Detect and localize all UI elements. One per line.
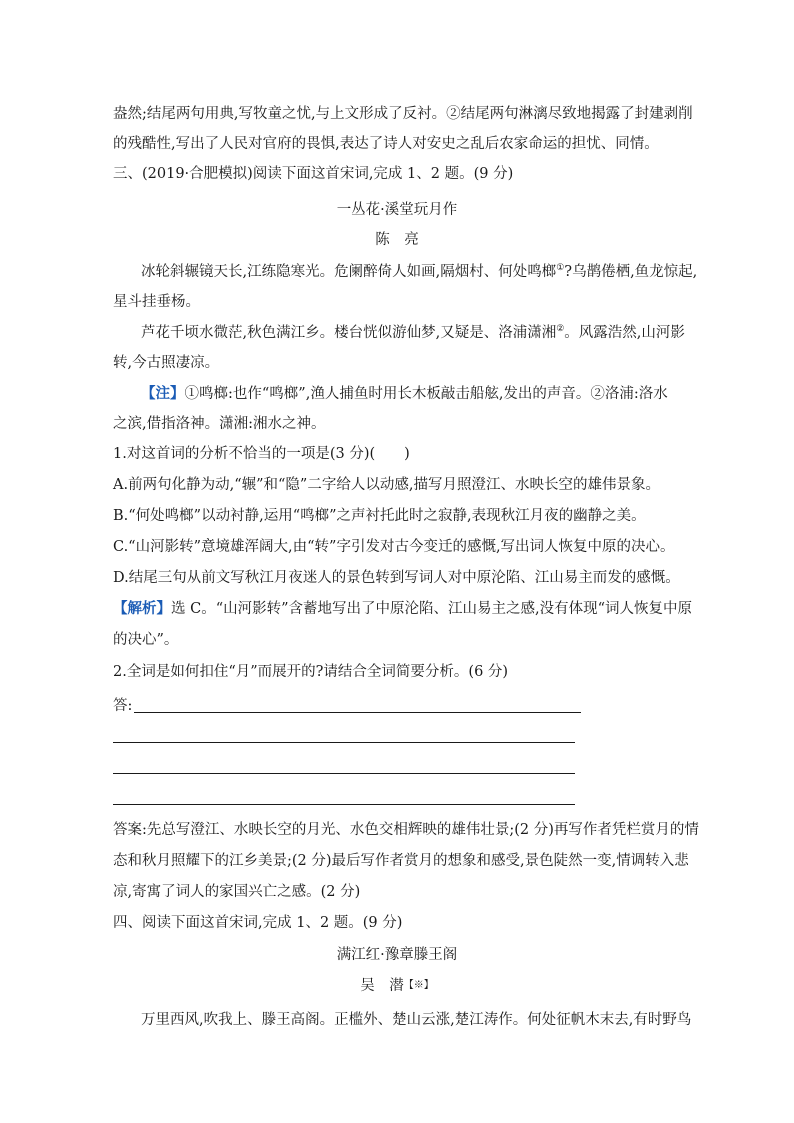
analysis-text: 选 C。“山河影转”含蓄地写出了中原沦陷、江山易主之感,没有体现“词人恢复中原 — [171, 601, 693, 617]
answer-blank-line-3[interactable] — [113, 773, 575, 774]
poem-2-verse-line-1: 万里西风,吹我上、滕王高阁。正槛外、楚山云涨,楚江涛作。何处征帆木末去,有时野鸟 — [141, 1012, 692, 1028]
option-a: A.前两句化静为动,“辗”和“隐”二字给人以动感,描写月照澄江、水映长空的雄伟景象。 — [113, 477, 660, 493]
option-b: B.“何处鸣榔”以动衬静,运用“鸣榔”之声衬托此时之寂静,表现秋江月夜的幽静之美。 — [113, 508, 646, 524]
footnote-mark: ① — [556, 263, 565, 274]
answer-key-line-1: 答案:先总写澄江、水映长空的月光、水色交相辉映的雄伟壮景;(2 分)再写作者凭栏赏月的情 — [113, 822, 699, 838]
answer-prefix: 答: — [113, 698, 133, 714]
answer-key-line-3: 凉,寄寓了词人的家国兴亡之感。(2 分) — [113, 884, 361, 900]
verse-text: 冰轮斜辗镜天长,江练隐寒光。危阑醉倚人如画,隔烟村、何处鸣榔 — [141, 264, 557, 280]
answer-key-line-2: 态和秋月照耀下的江乡美景;(2 分)最后写作者赏月的想象和感受,景色陡然一变,情调转入悲 — [113, 853, 689, 869]
note-line-2: 之滨,借指洛神。潇湘:湘水之神。 — [113, 416, 326, 432]
answer-blank-line-2[interactable] — [113, 742, 575, 743]
option-d: D.结尾三句从前文写秋江月夜迷人的景色转到写词人对中原沦陷、江山易主而发的感慨。 — [113, 570, 680, 586]
note-text: ①鸣榔:也作“鸣榔”,渔人捕鱼时用长木板敲击船舷,发出的声音。②洛浦:洛水 — [184, 386, 668, 402]
poem-2-title: 满江红·豫章滕王阁 — [336, 947, 458, 963]
question-2-stem: 2.全词是如何扣住“月”而展开的?请结合全词简要分析。(6 分) — [113, 664, 509, 680]
analysis-line-1 — [113, 599, 692, 619]
author-name: 吴 潜 — [360, 978, 404, 994]
option-c: C.“山河影转”意境雄浑阔大,由“转”字引发对古今变迁的感慨,写出词人恢复中原的决心。 — [113, 539, 675, 555]
analysis-label: 【解析】 — [113, 600, 171, 617]
poem-verse-line-2: 星斗挂垂杨。 — [113, 294, 200, 310]
prev-text-line-1: 盎然;结尾两句用典,写牧童之忧,与上文形成了反衬。②结尾两句淋漓尽致地揭露了封建剥削 — [113, 106, 693, 122]
poem-verse-line-3 — [141, 323, 685, 343]
question-1-stem: 1.对这首词的分析不恰当的一项是(3 分)( ) — [113, 446, 410, 462]
footnote-mark: ② — [556, 324, 565, 335]
poem-author: 陈 亮 — [375, 232, 419, 248]
note-line-1 — [141, 384, 668, 404]
answer-blank-line-4[interactable] — [113, 804, 575, 805]
prev-text-line-2: 的残酷性,写出了人民对官府的畏惧,表达了诗人对安史之乱后农家命运的担忧、同情。 — [113, 136, 659, 152]
verse-text: ?乌鹊倦栖,鱼龙惊起, — [564, 264, 698, 280]
note-label: 【注】 — [141, 385, 185, 402]
poem-2-author — [0, 976, 794, 996]
poem-title: 一丛花·溪堂玩月作 — [336, 202, 458, 218]
analysis-line-2: 的决心”。 — [113, 632, 179, 648]
poem-verse-line-4: 转,今古照凄凉。 — [113, 355, 220, 371]
author-note-mark: 【※】 — [403, 980, 434, 991]
section-4-heading: 四、阅读下面这首宋词,完成 1、2 题。(9 分) — [113, 915, 403, 931]
section-3-heading: 三、(2019·合肥模拟)阅读下面这首宋词,完成 1、2 题。(9 分) — [113, 166, 514, 182]
verse-text: 。风露浩然,山河影 — [564, 325, 685, 341]
answer-blank-line-1[interactable] — [134, 712, 581, 713]
poem-verse-line-1 — [141, 262, 697, 282]
verse-text: 芦花千顷水微茫,秋色满江乡。楼台恍似游仙梦,又疑是、洛浦潇湘 — [141, 325, 557, 341]
